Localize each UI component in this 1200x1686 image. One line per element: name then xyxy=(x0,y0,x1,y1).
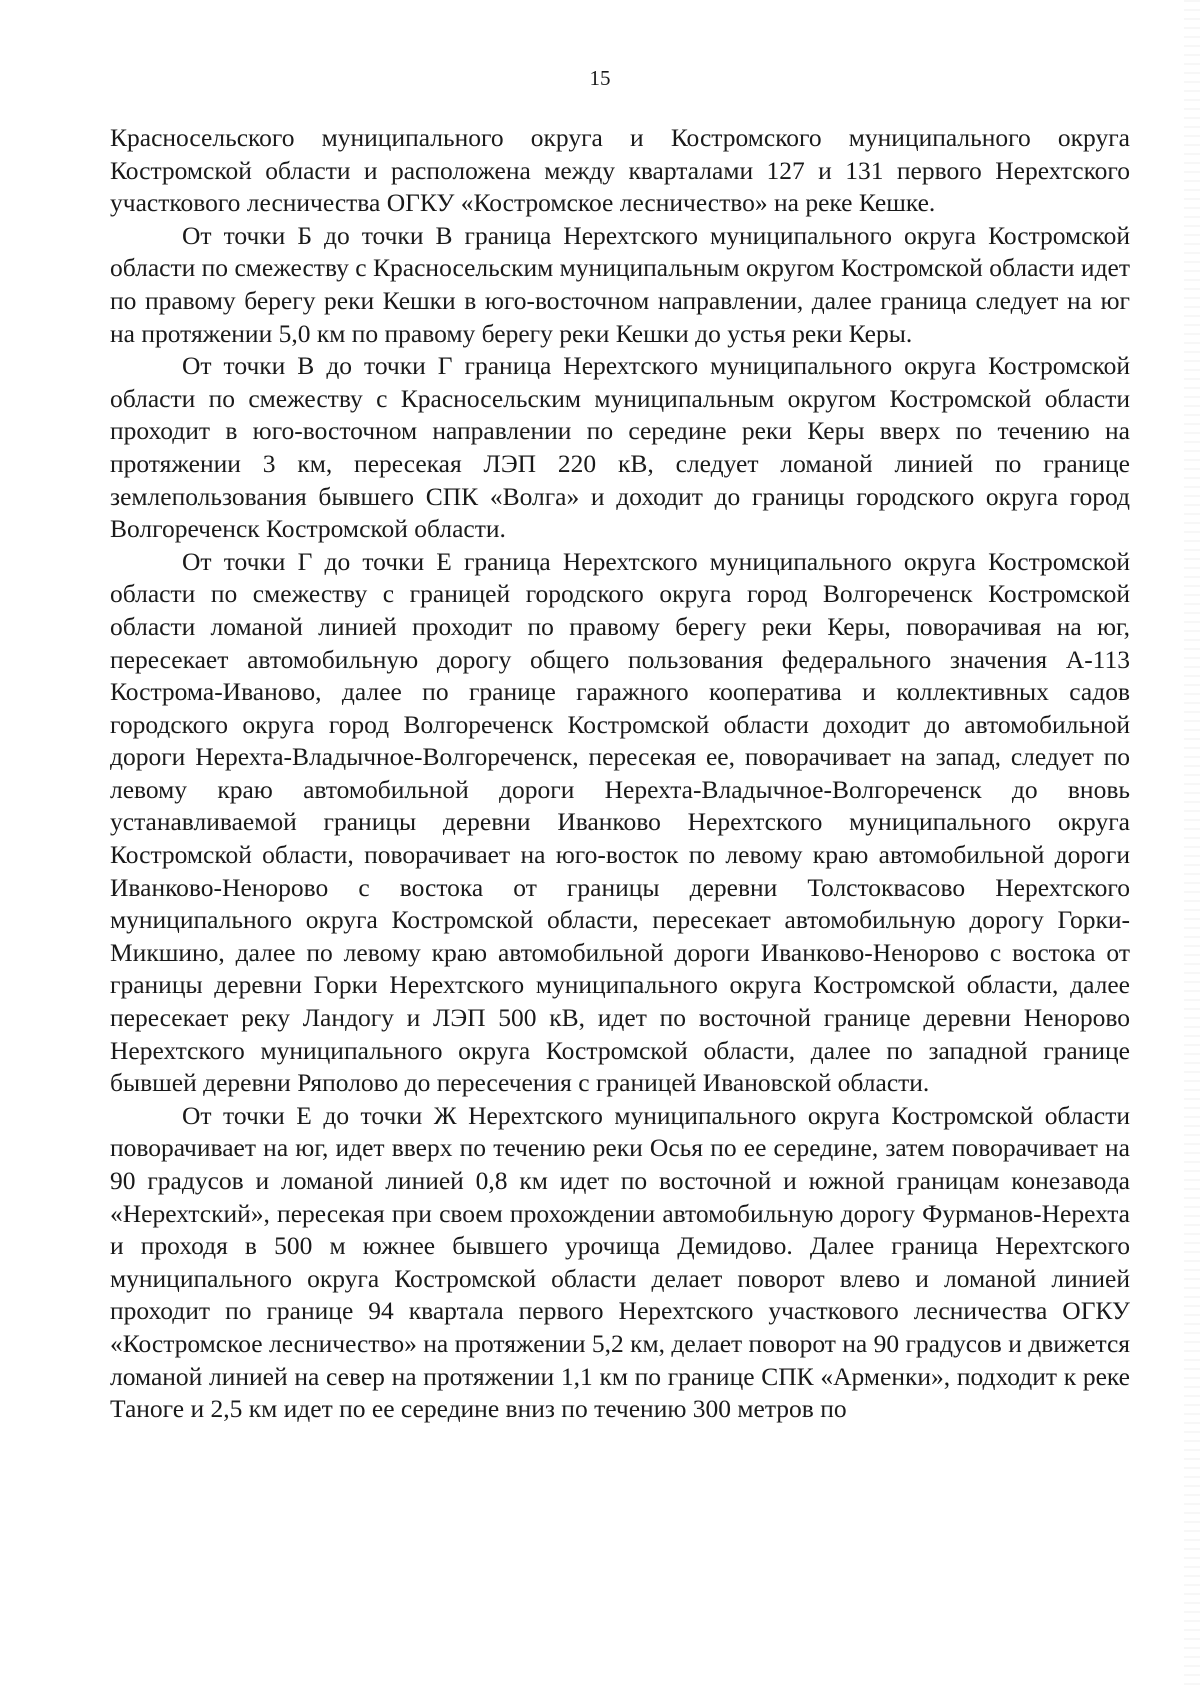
page-number: 15 xyxy=(589,66,611,90)
paragraph-g-to-e: От точки Г до точки Е граница Нерехтского муниципального округа Костромской области по смежеству с границей городского округа город Волгореченск Костромской области ломаной линией проходит по правому берегу реки Керы, поворачивая на юг, пересекает автомобильную дорогу общего пользования федерального значения А-113 Кострома-Иваново, далее по границе гаражного кооператива и коллективных садов городского округа город Волгореченск Костромской области доходит до автомобильной дороги Нерехта-Владычное-Волгореченск, пересекая ее, поворачивает на запад, следует по левому краю автомобильной дороги Нерехта-Владычное-Волгореченск до вновь устанавливаемой границы деревни Иванково Нерехтского муниципального округа Костромской области, поворачивает на юго-восток по левому краю автомобильной дороги Иванково-Ненорово с востока от границы деревни Толстоквасово Нерехтского муниципального округа Костромской области, пересекает автомобильную дорогу Горки-Микшино, далее по левому краю автомобильной дороги Иванково-Ненорово с востока от границы деревни Горки Нерехтского муниципального округа Костромской области, далее пересекает реку Ландогу и ЛЭП 500 кВ, идет по восточной границе деревни Ненорово Нерехтского муниципального округа Костромской области, далее по западной границе бывшей деревни Ряполово до пересечения с границей Ивановской области. xyxy=(110,546,1130,1098)
paragraph-e-to-zh: От точки Е до точки Ж Нерехтского муниципального округа Костромской области поворачивает на юг, идет вверх по течению реки Осья по ее середине, затем поворачивает на 90 градусов и ломаной линией 0,8 км идет по восточной и южной границам конезавода «Нерехтский», пересекая при своем прохождении автомобильную дорогу Фурманов-Нерехта и проходя в 500 м южнее бывшего урочища Демидово. Далее граница Нерехтского муниципального округа Костромской области делает поворот влево и ломаной линией проходит по границе 94 квартала первого Нерехтского участкового лесничества ОГКУ «Костромское лесничество» на протяжении 5,2 км, делает поворот на 90 градусов и движется ломаной линией на север на протяжении 1,1 км по границе СПК «Арменки», подходит к реке Таноге и 2,5 км идет по ее середине вниз по течению 300 метров по xyxy=(110,1100,1130,1424)
document-body xyxy=(110,122,1130,1426)
paragraph-v-to-g: От точки В до точки Г граница Нерехтского муниципального округа Костромской области по смежеству с Красносельским муниципальным округом Костромской области проходит в юго-восточном направлении по середине реки Керы вверх по течению на протяжении 3 км, пересекая ЛЭП 220 кВ, следует ломаной линией по границе землепользования бывшего СПК «Волга» и доходит до границы городского округа город Волгореченск Костромской области. xyxy=(110,351,1130,544)
paragraph-b-to-v: От точки Б до точки В граница Нерехтского муниципального округа Костромской области по смежеству с Красносельским муниципальным округом Костромской области идет по правому берегу реки Кешки в юго-восточном направлении, далее граница следует на юг на протяжении 5,0 км по правому берегу реки Кешки до устья реки Керы. xyxy=(110,220,1130,348)
paragraph-continuation: Красносельского муниципального округа и Костромского муниципального округа Костромской области и расположена между кварталами 127 и 131 первого Нерехтского участкового лесничества ОГКУ «Костромское лесничество» на реке Кешке. xyxy=(110,123,1130,218)
scan-edge-artifact xyxy=(1184,0,1200,1686)
